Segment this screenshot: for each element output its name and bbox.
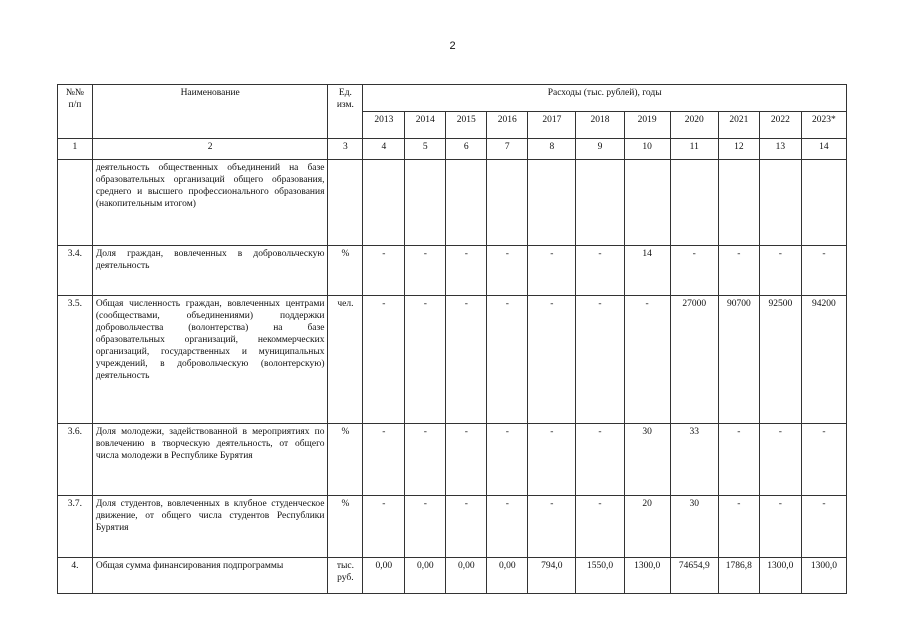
row-index: 3.5. (58, 296, 93, 424)
row-value (624, 160, 670, 246)
row-value (405, 160, 446, 246)
row-value: - (405, 496, 446, 558)
row-value: - (718, 424, 759, 496)
column-number: 13 (759, 139, 801, 160)
row-value: - (576, 246, 624, 296)
row-value: 30 (624, 424, 670, 496)
row-value: 90700 (718, 296, 759, 424)
row-value: 1300,0 (624, 558, 670, 594)
row-name: Общая сумма финансирования подпрограммы (92, 558, 328, 594)
row-value: - (487, 424, 528, 496)
row-value: - (528, 296, 576, 424)
row-value: 0,00 (363, 558, 405, 594)
row-value: - (576, 496, 624, 558)
row-value: - (576, 424, 624, 496)
year-header: 2016 (487, 112, 528, 139)
row-value: 92500 (759, 296, 801, 424)
column-number: 1 (58, 139, 93, 160)
table-row (58, 246, 847, 296)
table-row (58, 424, 847, 496)
year-header: 2021 (718, 112, 759, 139)
row-value: 0,00 (487, 558, 528, 594)
row-value (801, 160, 846, 246)
row-value: - (718, 496, 759, 558)
row-name: Общая численность граждан, вовлеченных центрами (сообществами, объединениями) поддержки добровольчества (волонтерства) на базе образовательных организаций, некоммерческих организаций, государственных и муниципальных учреждений, в добровольческую (волонтерскую) деятельность (92, 296, 328, 424)
column-number: 10 (624, 139, 670, 160)
row-value: 33 (670, 424, 718, 496)
column-number: 14 (801, 139, 846, 160)
row-name: Доля граждан, вовлеченных в добровольческую деятельность (92, 246, 328, 296)
header-num: №№ п/п (58, 85, 93, 139)
row-name: Доля студентов, вовлеченных в клубное студенческое движение, от общего числа студентов Республики Бурятия (92, 496, 328, 558)
column-number: 7 (487, 139, 528, 160)
row-value: - (759, 246, 801, 296)
row-value (487, 160, 528, 246)
row-value: - (718, 246, 759, 296)
row-index: 3.4. (58, 246, 93, 296)
row-value: 1786,8 (718, 558, 759, 594)
row-value: - (487, 496, 528, 558)
row-value: 94200 (801, 296, 846, 424)
row-value: - (801, 496, 846, 558)
row-value: 74654,9 (670, 558, 718, 594)
row-value: - (801, 424, 846, 496)
row-unit: % (328, 246, 363, 296)
year-header: 2014 (405, 112, 446, 139)
row-value: - (363, 424, 405, 496)
row-value: - (576, 296, 624, 424)
row-unit (328, 160, 363, 246)
row-value: 1550,0 (576, 558, 624, 594)
table-row (58, 160, 847, 246)
row-unit: тыс. руб. (328, 558, 363, 594)
row-value: - (446, 246, 487, 296)
year-header: 2019 (624, 112, 670, 139)
year-header: 2020 (670, 112, 718, 139)
row-unit: % (328, 496, 363, 558)
row-value: 0,00 (405, 558, 446, 594)
header-unit: Ед. изм. (328, 85, 363, 139)
column-number: 11 (670, 139, 718, 160)
page-number: 2 (449, 40, 456, 52)
row-value: - (363, 496, 405, 558)
header-name: Наименование (92, 85, 328, 139)
row-value (446, 160, 487, 246)
row-value: 794,0 (528, 558, 576, 594)
row-value: 0,00 (446, 558, 487, 594)
row-value (363, 160, 405, 246)
row-value: - (670, 246, 718, 296)
row-value: - (487, 246, 528, 296)
column-number: 2 (92, 139, 328, 160)
year-header: 2015 (446, 112, 487, 139)
row-value: - (446, 496, 487, 558)
row-value: - (446, 296, 487, 424)
row-name: деятельность общественных объединений на базе образовательных организаций общего образования, среднего и высшего профессионального образования (накопительным итогом) (92, 160, 328, 246)
row-index: 3.6. (58, 424, 93, 496)
row-name: Доля молодежи, задействованной в мероприятиях по вовлечению в творческую деятельность, от общего числа молодежи в Республике Бурятия (92, 424, 328, 496)
row-value: - (363, 246, 405, 296)
row-index: 4. (58, 558, 93, 594)
table-row (58, 296, 847, 424)
row-value: - (487, 296, 528, 424)
column-number: 6 (446, 139, 487, 160)
table-row (58, 558, 847, 594)
table-row (58, 496, 847, 558)
row-value: - (446, 424, 487, 496)
year-header: 2023* (801, 112, 846, 139)
row-value: 14 (624, 246, 670, 296)
column-number: 3 (328, 139, 363, 160)
header-expenses: Расходы (тыс. рублей), годы (363, 85, 847, 112)
row-unit: чел. (328, 296, 363, 424)
row-unit: % (328, 424, 363, 496)
year-header: 2017 (528, 112, 576, 139)
row-value: 1300,0 (759, 558, 801, 594)
row-value: 30 (670, 496, 718, 558)
row-value: - (528, 424, 576, 496)
row-value (718, 160, 759, 246)
row-value: - (528, 246, 576, 296)
column-number: 5 (405, 139, 446, 160)
column-number: 12 (718, 139, 759, 160)
row-value: - (405, 424, 446, 496)
row-value (576, 160, 624, 246)
row-value: 1300,0 (801, 558, 846, 594)
column-number: 8 (528, 139, 576, 160)
row-value: - (759, 424, 801, 496)
row-value (528, 160, 576, 246)
row-value: 20 (624, 496, 670, 558)
row-index: 3.7. (58, 496, 93, 558)
year-header: 2018 (576, 112, 624, 139)
row-value: - (405, 296, 446, 424)
column-number: 9 (576, 139, 624, 160)
data-table (57, 84, 847, 594)
row-index (58, 160, 93, 246)
row-value: 27000 (670, 296, 718, 424)
row-value: - (759, 496, 801, 558)
year-header: 2022 (759, 112, 801, 139)
row-value (759, 160, 801, 246)
year-header: 2013 (363, 112, 405, 139)
row-value: - (528, 496, 576, 558)
row-value: - (363, 296, 405, 424)
row-value (670, 160, 718, 246)
row-value: - (624, 296, 670, 424)
row-value: - (801, 246, 846, 296)
row-value: - (405, 246, 446, 296)
column-number: 4 (363, 139, 405, 160)
